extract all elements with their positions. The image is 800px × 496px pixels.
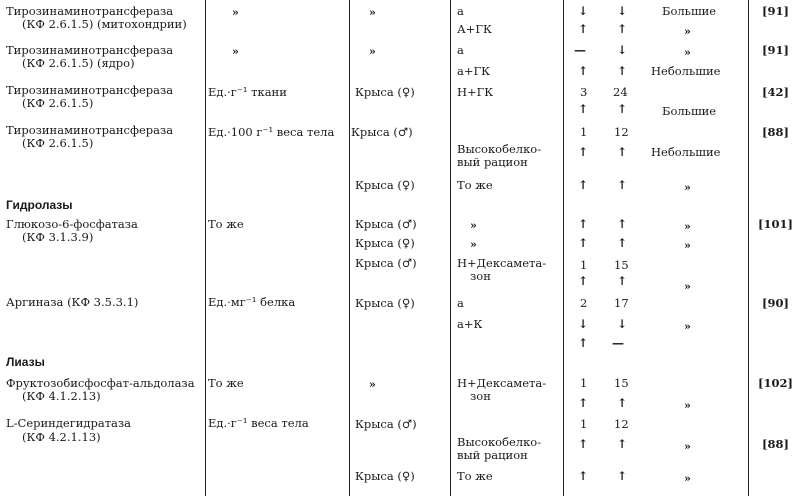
reference: [101] [758,217,793,231]
enzyme-name: Фруктозобисфосфат-альдолаза [6,376,195,390]
unit: Ед.·100 г⁻¹ веса тела [208,125,335,139]
arrow-up-icon: ↑ [617,437,628,451]
unit: Ед.·мг⁻¹ белка [208,295,296,309]
value: 1 [580,125,588,139]
enzyme-name: Тирозинаминотрансфераза [6,4,174,18]
animal: Крыса (♂) [355,417,417,431]
ditto-mark: » [684,280,691,293]
dose: Небольшие [651,145,721,159]
condition: Н+Дексамета- [457,256,547,270]
arrow-up-icon: ↑ [617,469,628,483]
dash-icon: — [612,336,624,350]
animal: Крыса (♀) [355,85,415,99]
unit: Ед.·г⁻¹ ткани [208,85,287,99]
animal: Крыса (♂) [351,125,413,139]
arrow-up-icon: ↑ [578,396,589,410]
arrow-down-icon: ↓ [617,317,628,331]
reference: [88] [762,125,789,139]
arrow-up-icon: ↑ [578,64,589,78]
condition: Высокобелко- [457,142,542,156]
enzyme-name: Аргиназа (КФ 3.5.3.1) [6,295,139,309]
condition: вый рацион [457,155,528,169]
arrow-up-icon: ↑ [617,236,628,250]
section-heading: Гидролазы [6,198,73,212]
reference: [42] [762,85,789,99]
arrow-up-icon: ↑ [578,145,589,159]
condition: а [457,43,464,57]
arrow-up-icon: ↑ [578,217,589,231]
arrow-up-icon: ↑ [617,145,628,159]
condition: а+К [457,317,483,331]
enzyme-code: (КФ 3.1.3.9) [22,230,94,244]
enzyme-code: (КФ 2.6.1.5) (ядро) [22,56,135,70]
condition: зон [470,269,491,283]
value: 12 [614,125,629,139]
arrow-up-icon: ↑ [617,178,628,192]
arrow-up-icon: ↑ [617,274,628,288]
enzyme-name: Тирозинаминотрансфераза [6,83,174,97]
animal: Крыса (♀) [355,178,415,192]
condition: А+ГК [457,22,492,36]
arrow-down-icon: ↓ [617,4,628,18]
unit: Ед.·г⁻¹ веса тела [208,416,309,430]
ditto-mark: » [369,6,376,19]
arrow-up-icon: ↑ [578,236,589,250]
arrow-up-icon: ↑ [578,469,589,483]
ditto-mark: » [684,399,691,412]
condition: а [457,296,464,310]
enzyme-code: (КФ 2.6.1.5) [22,136,94,150]
value: 2 [580,296,588,310]
condition: Высокобелко- [457,435,542,449]
ditto-mark: » [232,45,239,58]
column-rule [450,0,451,496]
condition: Н+ГК [457,85,494,99]
ditto-mark: » [232,6,239,19]
reference: [91] [762,4,789,18]
arrow-up-icon: ↑ [617,396,628,410]
value: 24 [613,85,628,99]
arrow-up-icon: ↑ [578,336,589,350]
arrow-up-icon: ↑ [617,22,628,36]
ditto-mark: » [684,25,691,38]
animal: Крыса (♀) [355,296,415,310]
dose: Большие [662,4,717,18]
enzyme-code: (КФ 4.2.1.13) [22,430,101,444]
arrow-up-icon: ↑ [578,22,589,36]
value: 1 [580,376,588,390]
enzyme-code: (КФ 4.1.2.13) [22,389,101,403]
ditto-mark: » [684,181,691,194]
arrow-up-icon: ↑ [578,178,589,192]
reference: [102] [758,376,793,390]
unit: То же [208,217,244,231]
dose: Небольшие [651,64,721,78]
reference: [90] [762,296,789,310]
condition: вый рацион [457,448,528,462]
enzyme-code: (КФ 2.6.1.5) (митохондрии) [22,17,187,31]
ditto-mark: » [684,320,691,333]
condition: То же [457,178,493,192]
reference: [91] [762,43,789,57]
ditto-mark: » [684,239,691,252]
condition: а [457,4,464,18]
arrow-up-icon: ↑ [578,274,589,288]
value: 12 [614,417,629,431]
arrow-down-icon: ↓ [578,317,589,331]
animal: Крыса (♂) [355,256,417,270]
reference: [88] [762,437,789,451]
condition: Н+Дексамета- [457,376,547,390]
column-rule [205,0,206,496]
condition: То же [457,469,493,483]
column-rule [748,0,749,496]
value: 1 [580,417,588,431]
enzyme-name: Тирозинаминотрансфераза [6,43,174,57]
animal: Крыса (♀) [355,469,415,483]
arrow-up-icon: ↑ [617,64,628,78]
ditto-mark: » [470,238,477,251]
column-rule [349,0,350,496]
condition: а+ГК [457,64,491,78]
unit: То же [208,376,244,390]
arrow-up-icon: ↑ [578,437,589,451]
ditto-mark: » [684,46,691,59]
enzyme-name: Тирозинаминотрансфераза [6,123,174,137]
enzyme-name: Глюкозо-6-фосфатаза [6,217,138,231]
ditto-mark: » [684,472,691,485]
ditto-mark: » [470,219,477,232]
value: 3 [580,85,588,99]
arrow-down-icon: ↓ [617,43,628,57]
condition: зон [470,389,491,403]
column-rule [563,0,564,496]
ditto-mark: » [369,45,376,58]
value: 1 [580,258,588,272]
enzyme-code: (КФ 2.6.1.5) [22,96,94,110]
section-heading: Лиазы [6,355,45,369]
dash-icon: — [574,43,586,57]
ditto-mark: » [684,440,691,453]
ditto-mark: » [369,378,376,391]
ditto-mark: » [684,220,691,233]
arrow-up-icon: ↑ [617,102,628,116]
value: 15 [614,258,629,272]
animal: Крыса (♀) [355,236,415,250]
arrow-down-icon: ↓ [578,4,589,18]
dose: Большие [662,104,717,118]
arrow-up-icon: ↑ [578,102,589,116]
value: 17 [614,296,629,310]
value: 15 [614,376,629,390]
arrow-up-icon: ↑ [617,217,628,231]
animal: Крыса (♂) [355,217,417,231]
enzyme-name: L-Сериндегидратаза [6,416,132,430]
